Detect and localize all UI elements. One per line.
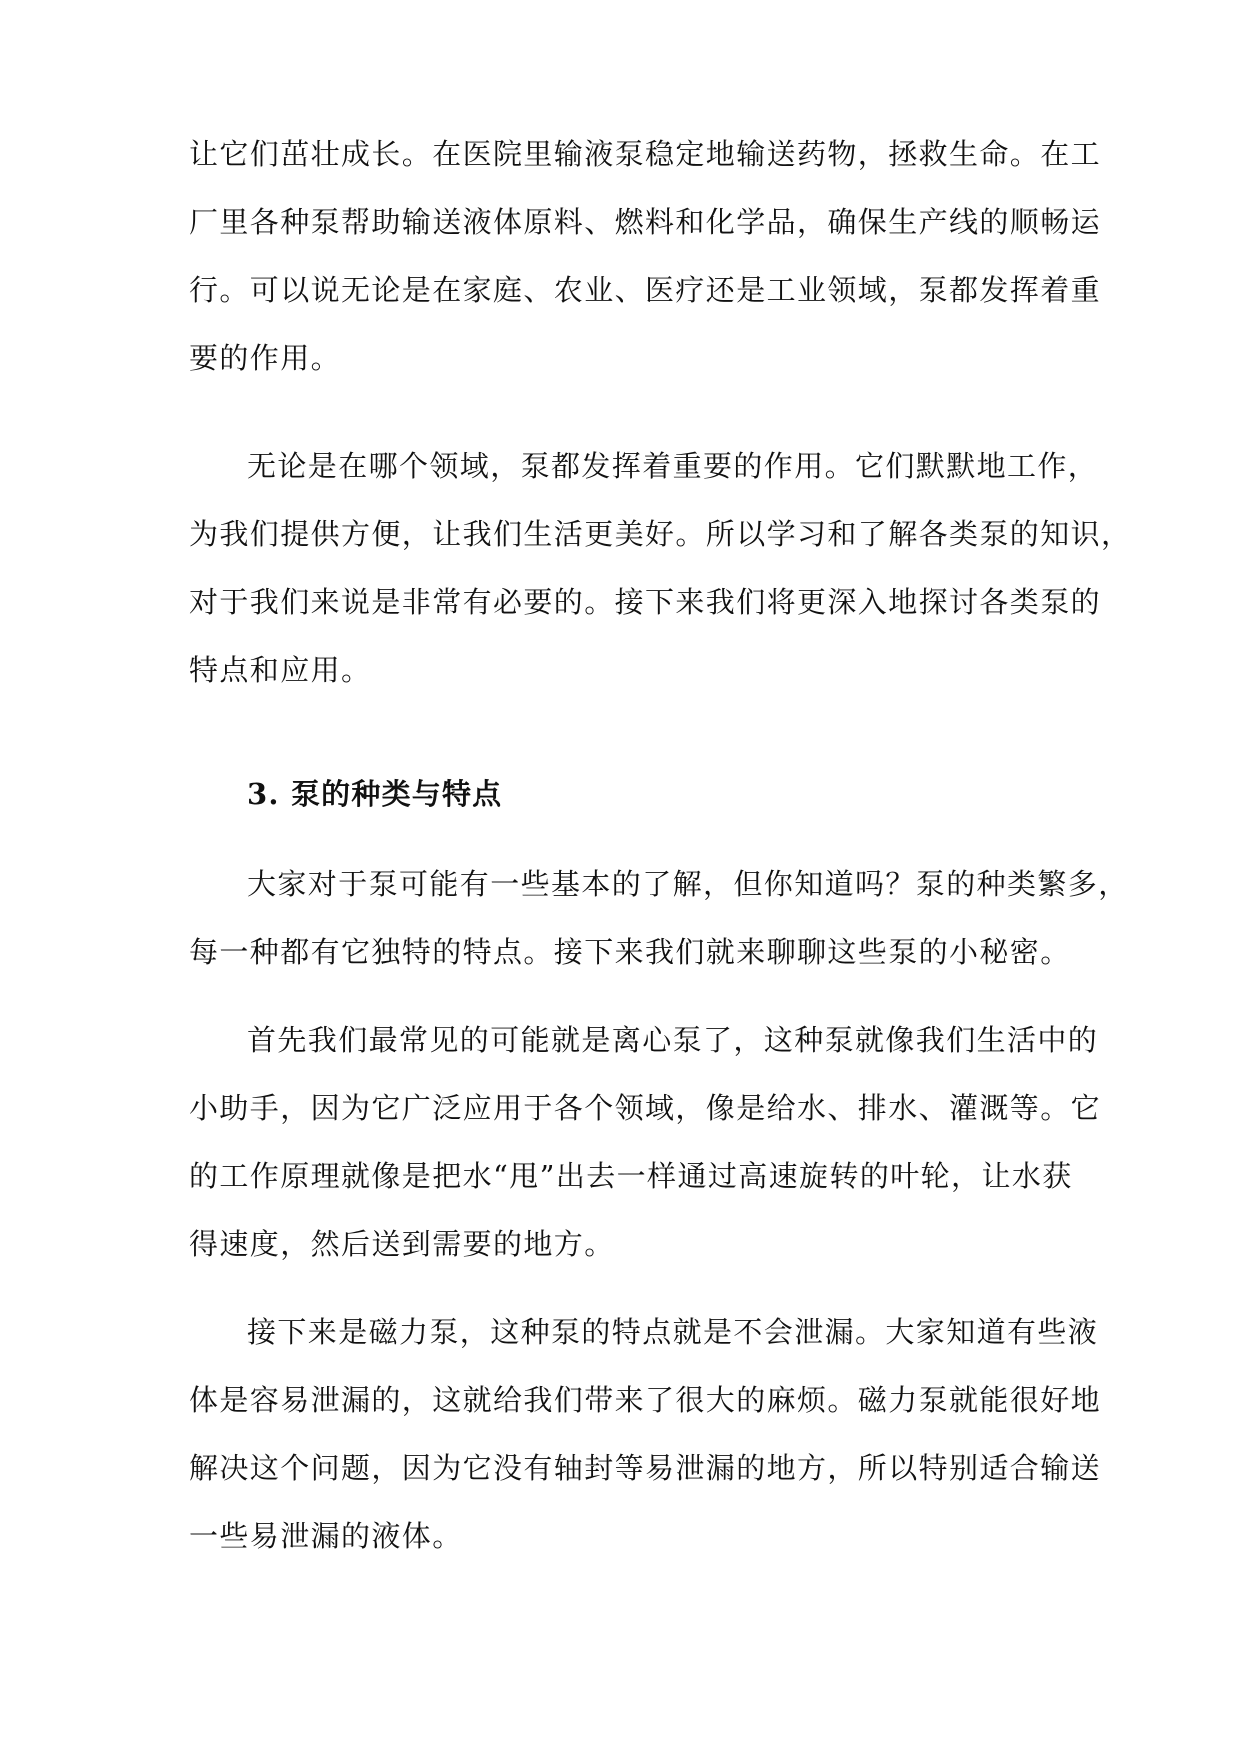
paragraph-line: 每一种都有它独特的特点。接下来我们就来聊聊这些泵的小秘密。	[189, 935, 1071, 969]
paragraph-line: 对于我们来说是非常有必要的。接下来我们将更深入地探讨各类泵的	[189, 585, 1102, 619]
paragraph-line: 厂里各种泵帮助输送液体原料、燃料和化学品，确保生产线的顺畅运	[189, 205, 1102, 239]
paragraph-line: 一些易泄漏的液体。	[189, 1519, 463, 1553]
paragraph-line: 小助手，因为它广泛应用于各个领域，像是给水、排水、灌溉等。它	[189, 1091, 1102, 1125]
paragraph-line: 解决这个问题，因为它没有轴封等易泄漏的地方，所以特别适合输送	[189, 1451, 1102, 1485]
paragraph-line: 无论是在哪个领域，泵都发挥着重要的作用。它们默默地工作，	[247, 449, 1099, 483]
section-heading: 3. 泵的种类与特点	[247, 777, 503, 811]
paragraph-line: 为我们提供方便，让我们生活更美好。所以学习和了解各类泵的知识，	[189, 517, 1132, 551]
paragraph-line: 的工作原理就像是把水“甩”出去一样通过高速旋转的叶轮，让水获	[189, 1159, 1073, 1193]
paragraph-line: 行。可以说无论是在家庭、农业、医疗还是工业领域，泵都发挥着重	[189, 273, 1102, 307]
paragraph-line: 首先我们最常见的可能就是离心泵了，这种泵就像我们生活中的	[247, 1023, 1099, 1057]
paragraph-line: 特点和应用。	[189, 653, 372, 687]
paragraph-line: 让它们茁壮成长。在医院里输液泵稳定地输送药物，拯救生命。在工	[189, 137, 1102, 171]
paragraph-line: 体是容易泄漏的，这就给我们带来了很大的麻烦。磁力泵就能很好地	[189, 1383, 1102, 1417]
paragraph-line: 大家对于泵可能有一些基本的了解，但你知道吗？泵的种类繁多，	[247, 867, 1129, 901]
paragraph-line: 得速度，然后送到需要的地方。	[189, 1227, 615, 1261]
paragraph-line: 接下来是磁力泵，这种泵的特点就是不会泄漏。大家知道有些液	[247, 1315, 1099, 1349]
paragraph-line: 要的作用。	[189, 341, 342, 375]
